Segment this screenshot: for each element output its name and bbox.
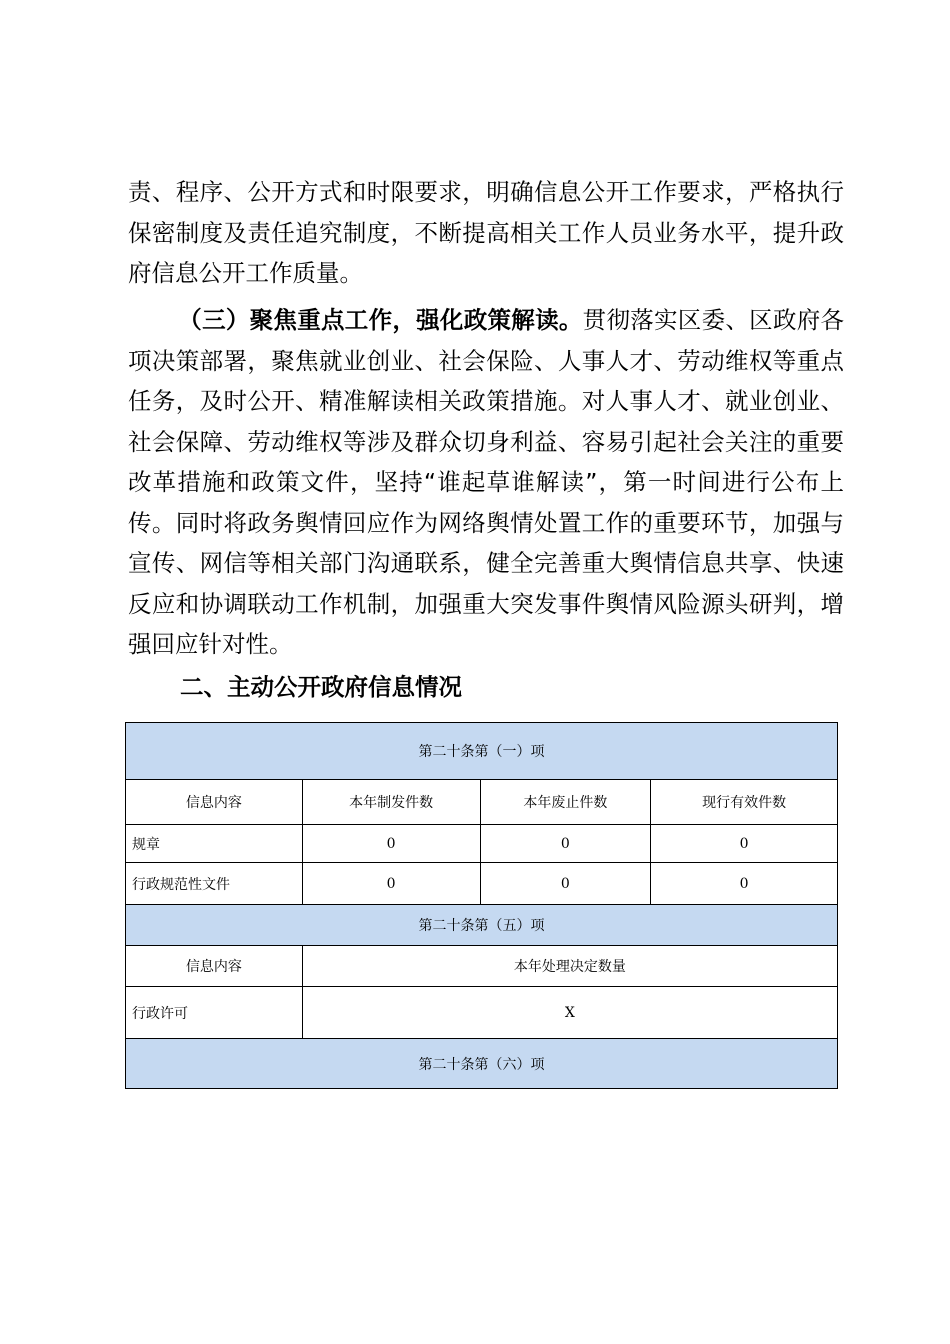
row-label: 规章	[126, 825, 303, 863]
table-row	[126, 987, 838, 1039]
table-cell: 0	[480, 863, 651, 905]
table-cell: 0	[651, 825, 838, 863]
table-cell: 0	[302, 825, 480, 863]
column-header: 信息内容	[126, 946, 303, 987]
paragraph-subheading: （三）聚焦重点工作，强化政策解读。	[178, 306, 583, 334]
section-title: 第二十条第（一）项	[126, 723, 838, 780]
column-header: 本年处理决定数量	[302, 946, 837, 987]
column-header: 本年废止件数	[480, 780, 651, 825]
table-section-header	[126, 905, 838, 946]
section-title: 第二十条第（六）项	[126, 1039, 838, 1089]
paragraph-policy-interpretation	[128, 300, 844, 665]
table-cell: 0	[651, 863, 838, 905]
row-label: 行政规范性文件	[126, 863, 303, 905]
table-header-row	[126, 946, 838, 987]
table-cell: 0	[302, 863, 480, 905]
table-cell: X	[302, 987, 837, 1039]
paragraph-continuation: 责、程序、公开方式和时限要求，明确信息公开工作要求，严格执行保密制度及责任追究制度，不断提高相关工作人员业务水平，提升政府信息公开工作质量。	[128, 178, 844, 287]
paragraph-body: 贯彻落实区委、区政府各项决策部署，聚焦就业创业、社会保险、人事人才、劳动维权等重点任务，及时公开、精准解读相关政策措施。对人事人才、就业创业、社会保障、劳动维权等涉及群众切身利益、容易引起社会关注的重要改革措施和政策文件，坚持“谁起草谁解读”，第一时间进行公布上传。同时将政务舆情回应作为网络舆情处置工作的重要环节，加强与宣传、网信等相关部门沟通联系，健全完善重大舆情信息共享、快速反应和协调联动工作机制，加强重大突发事件舆情风险源头研判，增强回应针对性。	[128, 306, 845, 658]
table-row	[126, 863, 838, 905]
column-header: 本年制发件数	[302, 780, 480, 825]
column-header: 现行有效件数	[651, 780, 838, 825]
row-label: 行政许可	[126, 987, 303, 1039]
section-title: 第二十条第（五）项	[126, 905, 838, 946]
section-heading: 二、主动公开政府信息情况	[180, 673, 462, 701]
disclosure-table	[125, 722, 838, 1089]
table-section-header	[126, 723, 838, 780]
column-header: 信息内容	[126, 780, 303, 825]
table-row	[126, 825, 838, 863]
table-cell: 0	[480, 825, 651, 863]
table-header-row	[126, 780, 838, 825]
table-section-header	[126, 1039, 838, 1089]
